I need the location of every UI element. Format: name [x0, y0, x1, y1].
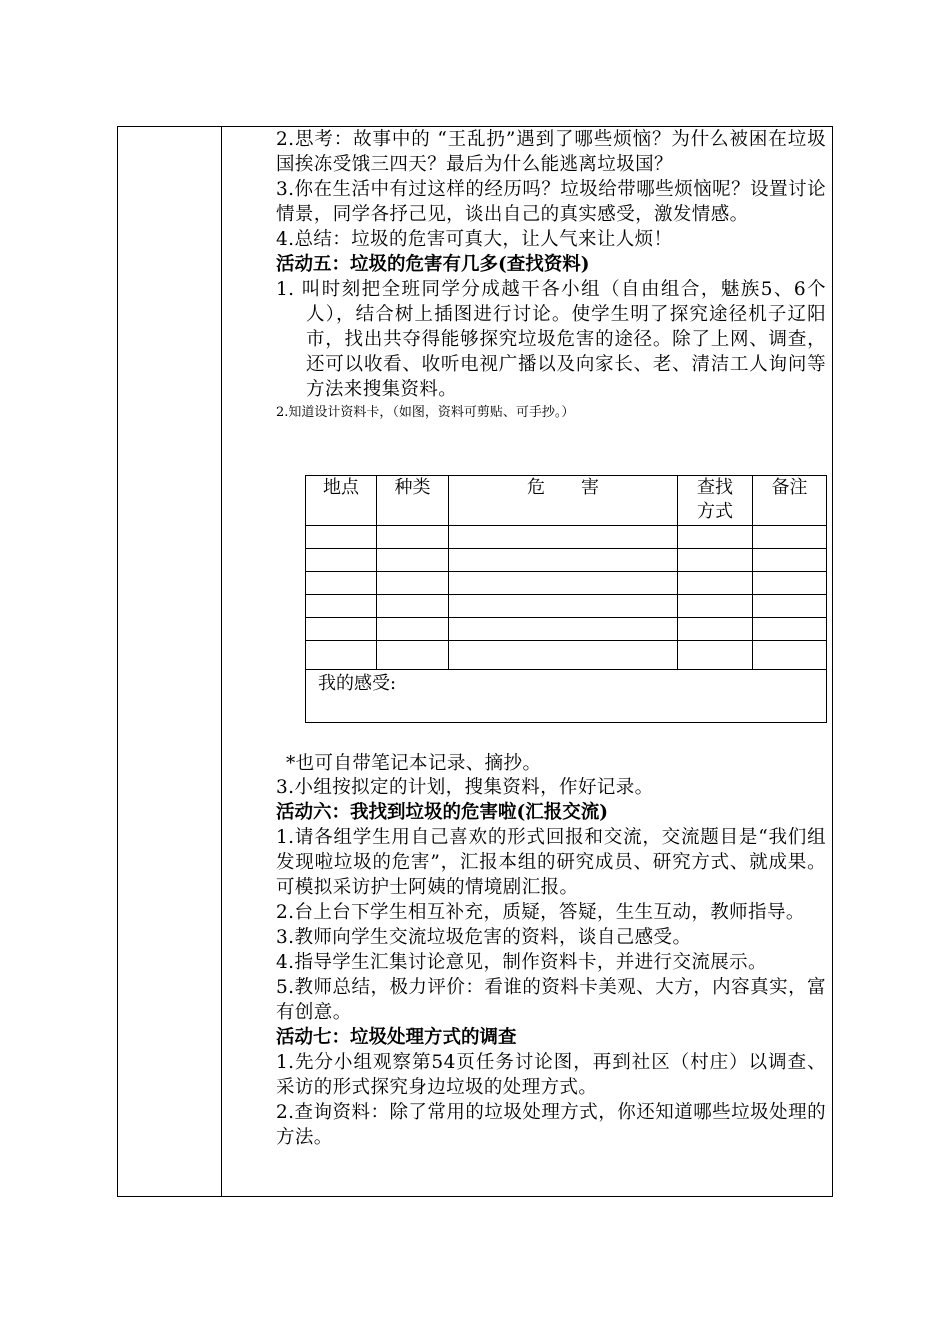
activity6-item: 5.教师总结，极力评价：看谁的资料卡美观、大方，内容真实，富有创意。 [276, 977, 826, 1023]
table-row [306, 526, 827, 549]
activity7-heading: 活动七：垃圾处理方式的调查 [276, 1027, 517, 1048]
table-row [306, 641, 827, 670]
table-row [306, 618, 827, 641]
header-harm: 危 害 [449, 476, 678, 526]
think-item: 2.思考：故事中的 “王乱扔”遇到了哪些烦恼？为什么被困在垃圾国挨冻受饿三四天？最后为什么能逃离垃圾国？ [276, 129, 826, 175]
summary-item: 4.总结：垃圾的危害可真大，让人气来让人烦！ [276, 229, 673, 250]
table-row [306, 595, 827, 618]
content-cell [276, 127, 826, 422]
activity7-item: 1.先分小组观察第54页任务讨论图，再到社区（村庄）以调查、采访的形式探究身边垃圾的处理方式。 [276, 1052, 826, 1098]
item3: 3.小组按拟定的计划，搜集资料，作好记录。 [276, 777, 654, 798]
activity5-item2: 2.知道设计资料卡，（如图，资料可剪贴、可手抄。） [276, 405, 575, 420]
table-header-row [306, 476, 827, 526]
header-type: 种类 [377, 476, 449, 526]
activity6-item: 1.请各组学生用自己喜欢的形式回报和交流，交流题目是“我们组发现啦垃圾的危害”，汇报本组的研究成员、研究方式、就成果。可模拟采访护士阿姨的情境剧汇报。 [276, 827, 826, 898]
header-remark: 备注 [753, 476, 827, 526]
header-method: 查找方式 [678, 476, 753, 526]
activity6-item: 4.指导学生汇集讨论意见，制作资料卡，并进行交流展示。 [276, 952, 767, 973]
content-part2 [276, 775, 826, 1150]
header-location: 地点 [306, 476, 377, 526]
resource-card-table [305, 475, 827, 723]
activity6-item: 3.教师向学生交流垃圾危害的资料，谈自己感受。 [276, 927, 692, 948]
lesson-table [117, 126, 833, 1197]
note-block [276, 751, 826, 776]
activity6-heading: 活动六：我找到垃圾的危害啦(汇报交流) [276, 802, 609, 823]
left-column [118, 127, 222, 1196]
table-row [306, 572, 827, 595]
note-text: *也可自带笔记本记录、摘抄。 [286, 753, 542, 774]
feeling-row [306, 670, 827, 723]
table-row [306, 549, 827, 572]
activity7-item: 2.查询资料：除了常用的垃圾处理方式，你还知道哪些垃圾处理的方法。 [276, 1102, 826, 1148]
activity5-heading: 活动五：垃圾的危害有几多(查找资料) [276, 254, 590, 275]
feeling-label: 我的感受: [306, 670, 827, 723]
activity6-item: 2.台上台下学生相互补充，质疑，答疑，生生互动，教师指导。 [276, 902, 805, 923]
experience-item: 3.你在生活中有过这样的经历吗？垃圾给带哪些烦恼呢？设置讨论情景，同学各抒己见，谈出自己的真实感受，激发情感。 [276, 179, 826, 225]
activity5-item1: 1. 叫时刻把全班同学分成越干各小组（自由组合，魅族5、6个人），结合树上插图进行讨论。使学生明了探究途径机子辽阳市，找出共夺得能够探究垃圾危害的途径。除了上网、调查，还可以收看、收听电视广播以及向家长、老、清洁工人询问等方法来搜集资料。 [276, 279, 826, 400]
